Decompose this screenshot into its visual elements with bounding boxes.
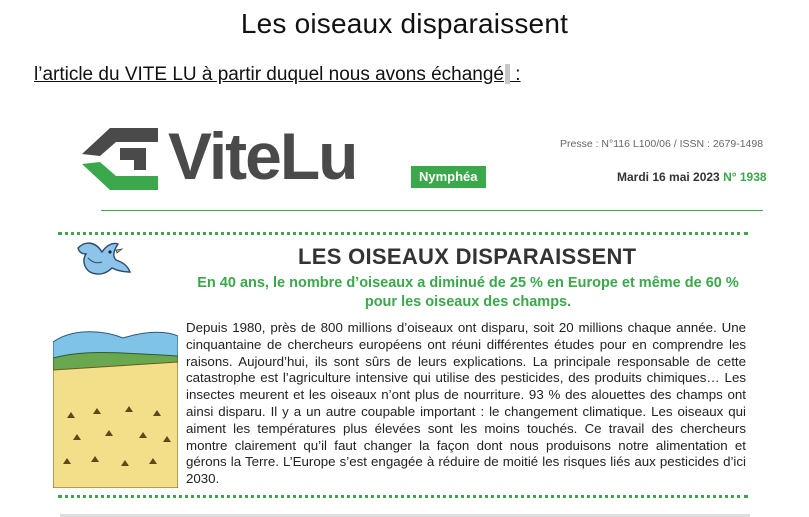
field-landscape-illustration xyxy=(53,322,178,488)
next-article-edge xyxy=(60,508,750,517)
intro-line xyxy=(34,64,521,86)
article-headline: LES OISEAUX DISPARAISSENT xyxy=(298,244,637,269)
document-title: Les oiseaux disparaissent xyxy=(240,8,569,39)
article-body: Depuis 1980, près de 800 millions d’oiseaux ont disparu, soit 20 millions chaque année. Une cinquantaine de chercheurs européens ont réuni différentes études pour en comprendre les raisons. Aujourd’hui, ils sont sûrs de leurs explications. La principale responsable de cette catastrophe est l’agriculture intensive qui utilise des pesticides, des produits chimiques… Les insectes meurent et les oiseaux n’ont plus de nourriture. 93 % des alouettes des champs ont ainsi disparu. Il y a un autre coupable important : le changement climatique. Les oiseaux qui aiment les températures plus élevées sont les moins touchés. Ce travail des chercheurs montre clairement qu’il faut changer la façon dont nous produisons notre alimentation et gérons la Terre. L’Europe s’est engagée à réduire de moitié les risques liés aux pesticides d’ici 2030. xyxy=(186,320,746,487)
issue-date xyxy=(617,170,767,184)
date-text: Mardi 16 mai 2023 xyxy=(617,170,724,184)
header-divider xyxy=(101,210,763,211)
dotted-divider-bottom xyxy=(58,495,748,498)
article-subheadline: En 40 ans, le nombre d’oiseaux a diminué de 25 % en Europe et même de 60 % pour les oiseaux des champs. xyxy=(197,275,739,310)
brand-lu: Lu xyxy=(279,119,357,193)
intro-colon: : xyxy=(510,64,521,85)
issue-number: N° 1938 xyxy=(723,170,767,184)
dotted-divider-top xyxy=(58,232,748,235)
brand-vite: Vite xyxy=(168,119,280,193)
bird-illustration-icon xyxy=(72,238,134,280)
presse-info: Presse : N°116 L100/06 / ISSN : 2679-1498 xyxy=(560,138,764,150)
intro-text: l’article du VITE LU à partir duquel nous avons échangé xyxy=(34,64,504,85)
vitelu-logo-icon xyxy=(82,128,158,190)
edition-badge: Nymphéa xyxy=(411,166,486,188)
brand-name xyxy=(168,116,357,196)
